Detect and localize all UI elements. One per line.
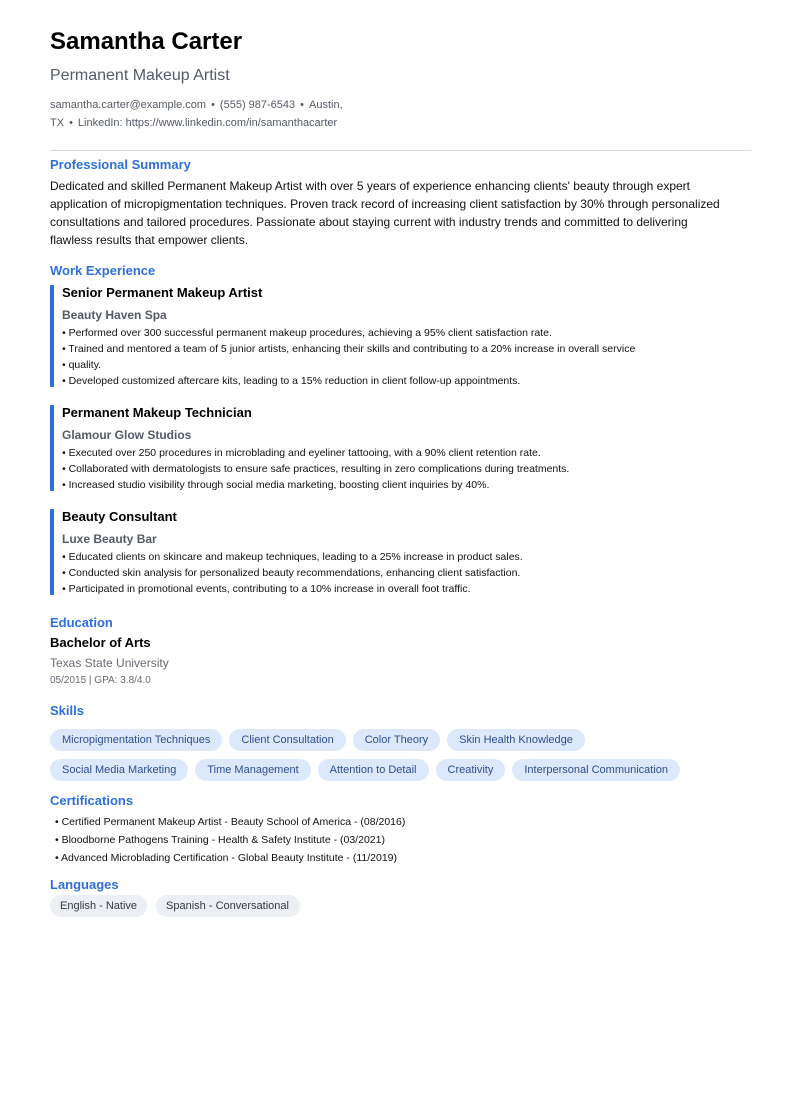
candidate-title: Permanent Makeup Artist bbox=[50, 67, 230, 84]
job-title: Senior Permanent Makeup Artist bbox=[62, 285, 263, 300]
language-chip: English - Native bbox=[50, 895, 147, 917]
linkedin-url[interactable]: https://www.linkedin.com/in/samanthacarter bbox=[125, 117, 338, 129]
experience-section bbox=[50, 263, 751, 597]
job-company: Beauty Haven Spa bbox=[62, 308, 167, 322]
skill-chip: Client Consultation bbox=[229, 729, 345, 751]
job-bullet: • Developed customized aftercare kits, leading to a 15% reduction in client follow-up appointments. bbox=[62, 375, 521, 387]
job-bullets bbox=[62, 549, 751, 597]
certification-list bbox=[50, 813, 751, 867]
summary-heading: Professional Summary bbox=[50, 157, 191, 172]
certification-item: • Bloodborne Pathogens Training - Health & Safety Institute - (03/2021) bbox=[55, 834, 385, 846]
job-bullet: • Educated clients on skincare and makeup techniques, leading to a 25% increase in product sales. bbox=[62, 551, 523, 563]
job-entry bbox=[50, 285, 751, 389]
linkedin-label: LinkedIn: bbox=[77, 117, 123, 129]
skill-chip: Color Theory bbox=[353, 729, 440, 751]
job-bullet: • Collaborated with dermatologists to ensure safe practices, resulting in zero complications during treatments. bbox=[62, 463, 570, 475]
job-title: Permanent Makeup Technician bbox=[62, 405, 252, 420]
job-accent-bar bbox=[50, 509, 54, 595]
job-bullet: • Participated in promotional events, contributing to a 10% increase in overall foot traffic. bbox=[62, 583, 471, 595]
certifications-heading: Certifications bbox=[50, 793, 134, 808]
language-chip: Spanish - Conversational bbox=[156, 895, 300, 917]
contact-separator: • bbox=[211, 99, 215, 111]
job-bullet: • quality. bbox=[62, 359, 102, 371]
candidate-name: Samantha Carter bbox=[50, 28, 243, 55]
contact-phone: (555) 987-6543 bbox=[219, 99, 296, 111]
job-bullet: • Performed over 300 successful permanent makeup procedures, achieving a 95% client satisfaction rate. bbox=[62, 327, 552, 339]
job-title: Beauty Consultant bbox=[62, 509, 177, 524]
job-entry bbox=[50, 509, 751, 597]
summary-section bbox=[50, 157, 751, 249]
education-meta: 05/2015 | GPA: 3.8/4.0 bbox=[50, 675, 151, 686]
job-company: Luxe Beauty Bar bbox=[62, 532, 157, 546]
job-company: Glamour Glow Studios bbox=[62, 428, 192, 442]
skill-chip: Creativity bbox=[436, 759, 506, 781]
skills-chip-list bbox=[50, 729, 730, 781]
skill-chip: Micropigmentation Techniques bbox=[50, 729, 222, 751]
job-accent-bar bbox=[50, 405, 54, 491]
job-bullets bbox=[62, 445, 751, 493]
education-school: Texas State University bbox=[50, 656, 169, 670]
skills-section bbox=[50, 703, 751, 781]
job-bullet: • Executed over 250 procedures in microblading and eyeliner tattooing, with a 90% client retention rate. bbox=[62, 447, 541, 459]
job-bullet: • Trained and mentored a team of 5 junior artists, enhancing their skills and contributing to a 20% increase in overall service bbox=[62, 343, 636, 355]
certification-item: • Advanced Microblading Certification - Global Beauty Institute - (11/2019) bbox=[55, 852, 397, 864]
languages-heading: Languages bbox=[50, 877, 119, 892]
education-section bbox=[50, 615, 751, 688]
job-bullets bbox=[62, 325, 751, 389]
skill-chip: Time Management bbox=[195, 759, 310, 781]
job-entry bbox=[50, 405, 751, 493]
skill-chip: Skin Health Knowledge bbox=[447, 729, 585, 751]
skill-chip: Social Media Marketing bbox=[50, 759, 188, 781]
contact-separator: • bbox=[300, 99, 305, 111]
contact-separator: • bbox=[69, 117, 73, 129]
language-chip-list bbox=[50, 895, 730, 917]
skill-chip: Interpersonal Communication bbox=[512, 759, 680, 781]
job-bullet: • Increased studio visibility through social media marketing, boosting client inquiries by 40%. bbox=[62, 479, 490, 491]
education-degree: Bachelor of Arts bbox=[50, 635, 151, 650]
certification-item: • Certified Permanent Makeup Artist - Beauty School of America - (08/2016) bbox=[55, 816, 406, 828]
languages-section bbox=[50, 877, 751, 917]
header-divider bbox=[50, 150, 751, 151]
summary-text: Dedicated and skilled Permanent Makeup Artist with over 5 years of experience enhancing clients' beauty through expert application of micropigmentation techniques. Proven track record of increasing client satisfaction by 30% through personalized consultations and tailored procedures. Passionate about staying current with industry trends and committed to delivering flawless results that empower clients. bbox=[50, 179, 720, 247]
education-heading: Education bbox=[50, 615, 113, 630]
contact-line bbox=[50, 96, 410, 132]
skill-chip: Attention to Detail bbox=[318, 759, 429, 781]
experience-heading: Work Experience bbox=[50, 263, 156, 278]
contact-email[interactable]: samantha.carter@example.com bbox=[50, 99, 207, 111]
skills-heading: Skills bbox=[50, 703, 84, 718]
job-bullet: • Conducted skin analysis for personalized beauty recommendations, enhancing client satisfaction. bbox=[62, 567, 521, 579]
certifications-section bbox=[50, 793, 751, 867]
job-accent-bar bbox=[50, 285, 54, 387]
contact-location: Austin, TX bbox=[50, 99, 343, 129]
